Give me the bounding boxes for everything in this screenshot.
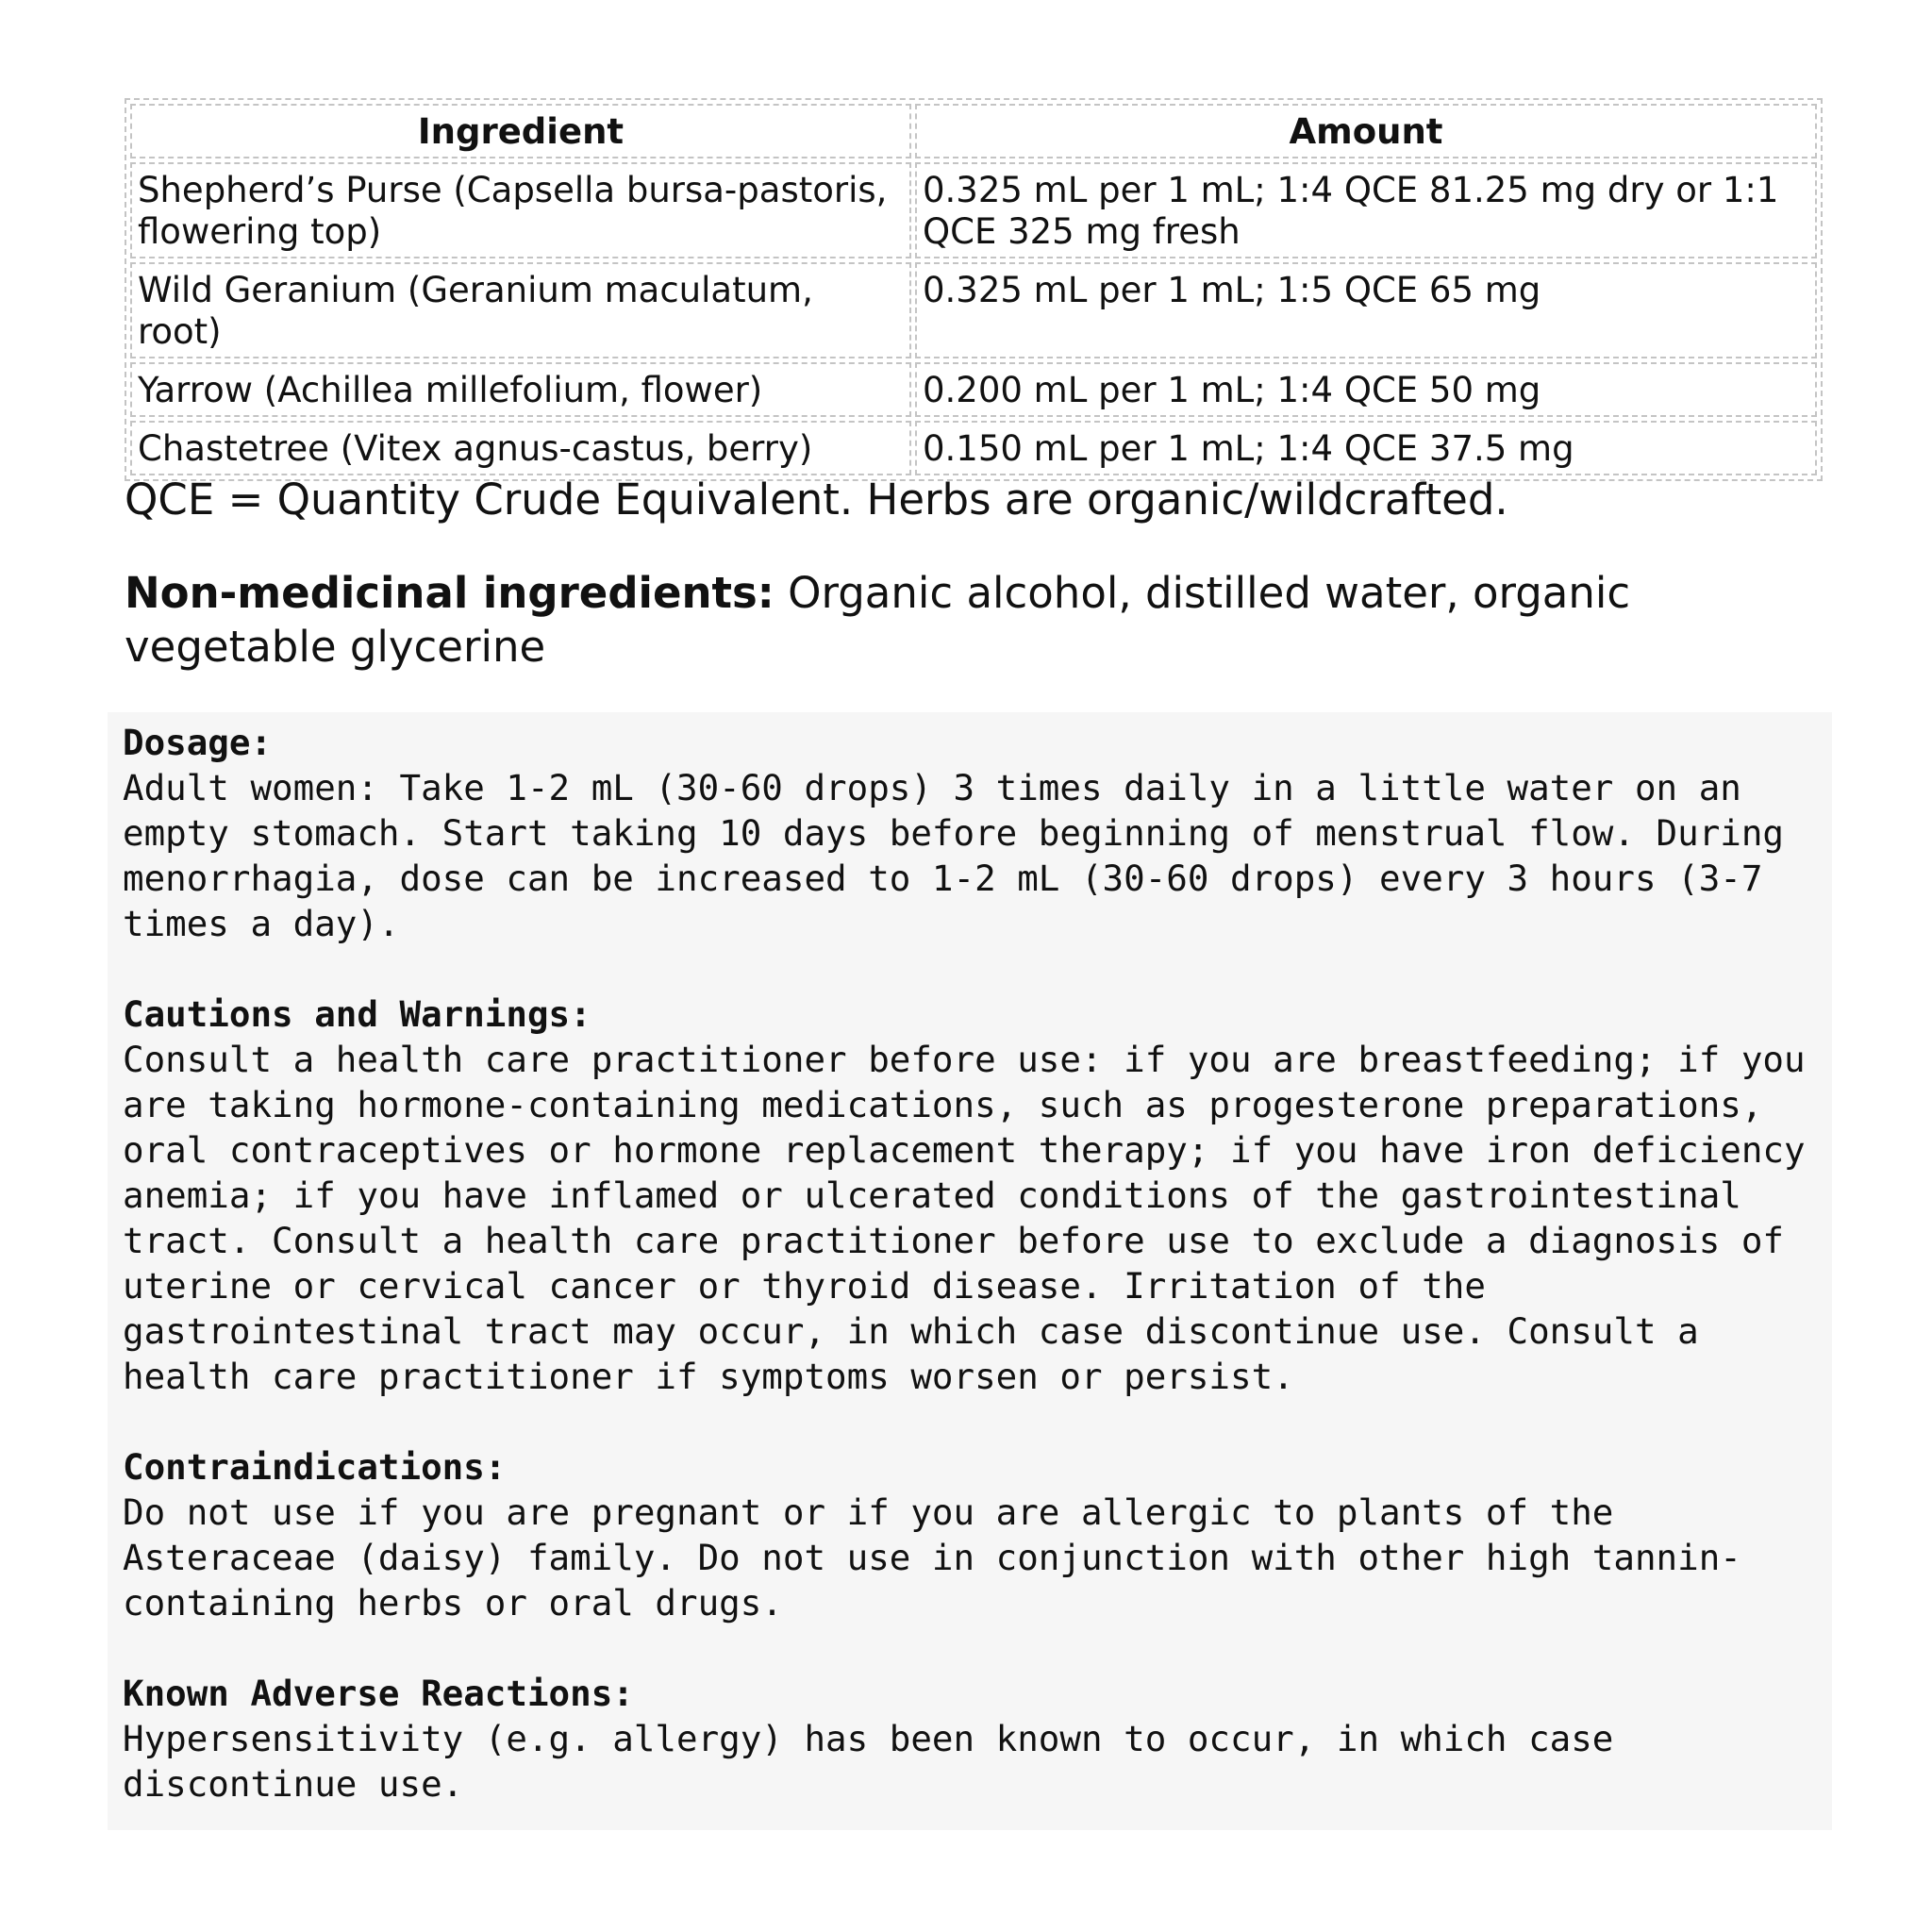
adverse-reactions-heading: Known Adverse Reactions: [123, 1673, 634, 1714]
ingredient-cell: Wild Geranium (Geranium maculatum, root) [130, 262, 911, 358]
table-row [130, 421, 1817, 475]
table-row [130, 362, 1817, 417]
dosage-heading: Dosage: [123, 722, 273, 763]
amount-cell: 0.325 mL per 1 mL; 1:4 QCE 81.25 mg dry or 1:1 QCE 325 mg fresh [915, 162, 1817, 258]
adverse-reactions-section [123, 1671, 1832, 1807]
table-row [130, 162, 1817, 258]
dosage-text: Adult women: Take 1-2 mL (30-60 drops) 3 times daily in a little water on an empty stomach. Start taking 10 days before beginning of menstrual flow. During menorrhagia, dose can be increased to 1-2 mL (30-60 drops) every 3 hours (3-7 times a day). [123, 767, 1784, 944]
contraindications-text: Do not use if you are pregnant or if you are allergic to plants of the Asteraceae (daisy) family. Do not use in conjunction with other high tannin-containing herbs or oral drugs. [123, 1491, 1741, 1624]
contraindications-heading: Contraindications: [123, 1446, 507, 1488]
ingredient-cell: Shepherd’s Purse (Capsella bursa-pastoris, flowering top) [130, 162, 911, 258]
amount-cell: 0.150 mL per 1 mL; 1:4 QCE 37.5 mg [915, 421, 1817, 475]
ingredient-column-header: Ingredient [130, 104, 911, 158]
amount-cell: 0.200 mL per 1 mL; 1:4 QCE 50 mg [915, 362, 1817, 417]
product-info-box [108, 712, 1832, 1830]
ingredient-cell: Yarrow (Achillea millefolium, flower) [130, 362, 911, 417]
dosage-section [123, 720, 1832, 946]
qce-note: QCE = Quantity Crude Equivalent. Herbs are organic/wildcrafted. [125, 475, 1508, 525]
table-row [130, 262, 1817, 358]
non-medicinal-text: Organic alcohol, distilled water, organic vegetable glycerine [125, 568, 1631, 672]
cautions-heading: Cautions and Warnings: [123, 993, 591, 1035]
adverse-reactions-text: Hypersensitivity (e.g. allergy) has been known to occur, in which case discontinue use. [123, 1718, 1614, 1805]
non-medicinal-ingredients [125, 566, 1785, 674]
table-header-row [130, 104, 1817, 158]
amount-column-header: Amount [915, 104, 1817, 158]
non-medicinal-label: Non-medicinal ingredients: [125, 568, 774, 618]
ingredients-table [125, 98, 1823, 481]
ingredient-cell: Chastetree (Vitex agnus-castus, berry) [130, 421, 911, 475]
cautions-text: Consult a health care practitioner before use: if you are breastfeeding; if you are taking hormone-containing medications, such as progesterone preparations, oral contraceptives or hormone replacement therapy; if you have iron deficiency anemia; if you have inflamed or ulcerated conditions of the gastrointestinal tract. Consult a health care practitioner before use to exclude a diagnosis of uterine or cervical cancer or thyroid disease. Irritation of the gastrointestinal tract may occur, in which case discontinue use. Consult a health care practitioner if symptoms worsen or persist. [123, 1039, 1806, 1397]
cautions-section [123, 991, 1832, 1399]
contraindications-section [123, 1444, 1832, 1625]
amount-cell: 0.325 mL per 1 mL; 1:5 QCE 65 mg [915, 262, 1817, 358]
